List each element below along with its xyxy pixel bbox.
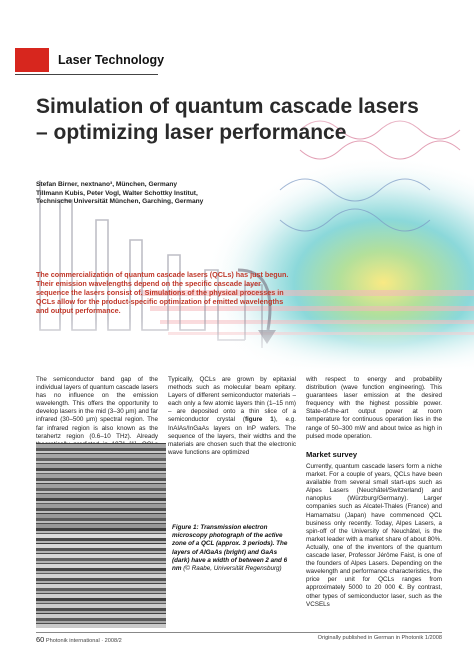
section-rule <box>15 74 158 75</box>
layer-stripe <box>36 444 166 448</box>
layer-stripe <box>36 584 166 588</box>
layer-stripe <box>36 463 166 464</box>
layer-stripe <box>36 451 166 453</box>
layer-stripe <box>36 618 166 621</box>
caption-label: Figure 1: <box>172 524 199 531</box>
layer-stripe <box>36 608 166 611</box>
page-number: 60 <box>36 635 45 644</box>
layer-stripe <box>36 498 166 501</box>
figure-caption <box>172 524 290 573</box>
layer-stripe <box>36 588 166 591</box>
layer-stripe <box>36 624 166 628</box>
layer-stripe <box>36 524 166 528</box>
layer-stripe <box>36 511 166 513</box>
layer-stripe <box>36 541 166 543</box>
layer-stripe <box>36 543 166 544</box>
abstract: The commercialization of quantum cascade lasers (QCLs) has just begun. Their emission wavelengths depend on the specific cascade layer sequence the lasers consist of. Simulations of the physical processes in QCLs allow for the product-specific optimization of emitted wavelengths and output performance. <box>36 270 289 316</box>
layer-stripe <box>36 488 166 491</box>
layer-stripe <box>36 484 166 488</box>
layer-stripe <box>36 573 166 574</box>
layer-stripe <box>36 501 166 503</box>
layer-stripe <box>36 598 166 601</box>
layer-stripe <box>36 554 166 558</box>
col2-text-a: Typically, QCLs are grown by epitaxial methods such as molecular beam epitaxy. Layers of different semiconductor materials – each only a few atomic layers thin (1–15 nm) – are deposited onto a thin slice of a semiconductor crystal ( <box>168 376 296 424</box>
layer-stripe <box>36 458 166 461</box>
layer-stripe <box>36 504 166 508</box>
layer-stripe <box>36 474 166 478</box>
layer-stripes <box>36 443 166 628</box>
layer-stripe <box>36 621 166 623</box>
layer-stripe <box>36 558 166 561</box>
author-line: Tillmann Kubis, Peter Vogl, Walter Schottky Institut, <box>36 189 198 197</box>
layer-stripe <box>36 508 166 511</box>
footer-left <box>36 635 122 644</box>
layer-stripe <box>36 538 166 541</box>
layer-stripe <box>36 518 166 521</box>
section-color-block <box>15 48 49 72</box>
article-title <box>36 94 456 146</box>
layer-stripe <box>36 604 166 608</box>
layer-stripe <box>36 544 166 548</box>
layer-stripe <box>36 581 166 583</box>
layer-stripe <box>36 603 166 604</box>
layer-stripe <box>36 563 166 564</box>
layer-stripe <box>36 481 166 483</box>
layer-stripe <box>36 528 166 531</box>
journal-name: Photonik international · 2008/2 <box>45 638 122 644</box>
layer-stripe <box>36 564 166 568</box>
body-column-1: The semiconductor band gap of the individual layers of quantum cascade lasers has no influence on the emission wavelength. This offers the opportunity to develop lasers in the mid (3–30 μm) and far infrared (30–500 μm) spectral region. The far infrared region is also known as the terahertz region (0.6–10 THz). Already <box>36 376 158 440</box>
layer-stripe <box>36 453 166 454</box>
body-column-3: with respect to energy and probability distribution (wave function engineering). This guarantees laser emission at the desired frequency with the highest possible power. State-of-the-art output power at room temperature for continuous operation lies in the range of 50–300 mW and about twice as high in pulsed mode operation. <box>306 376 442 440</box>
layer-stripe <box>36 513 166 514</box>
layer-stripe <box>36 534 166 538</box>
section-label: Laser Technology <box>58 53 165 67</box>
layer-stripe <box>36 521 166 523</box>
layer-stripe <box>36 571 166 573</box>
layer-stripe <box>36 523 166 524</box>
footer-note: Originally published in German in Photonik 1/2008 <box>317 635 442 641</box>
caption-credit: (© Raabe, Universität Regensburg) <box>183 565 282 573</box>
layer-stripe <box>36 454 166 458</box>
layer-stripe <box>36 473 166 474</box>
layer-stripe <box>36 623 166 624</box>
layer-stripe <box>36 483 166 484</box>
layer-stripe <box>36 464 166 468</box>
layer-stripe <box>36 568 166 571</box>
tem-micrograph <box>36 443 166 628</box>
layer-stripe <box>36 611 166 613</box>
layer-stripe <box>36 461 166 463</box>
market-survey-text: Currently, quantum cascade lasers form a niche market. For a couple of years, QCLs have been available from several small start-ups such as Alpes Lasers (Neuchâtel/Switzerland) and nanoplus (Würzburg/Germany). Larger companies such as Alcatel-Thales (France) and Hamamatsu (Japan) have commenced QCL business only recently. Today, Alpes Lasers, a spin-off of the University of Neuchâtel, is the market leader with a market share of about 80%. Actually, one of the inventors of the quantum cascade laser, Professor Jérôme Faist, is one of the founders of Alpes Lasers. Depending on the wavelength and performance characteristics, the price per unit for QCLs ranges from approximately 5000 to 20 000 €. By contrast, other types of semiconductor laser, such as the VCSELs <box>306 463 442 608</box>
author-block <box>36 181 296 207</box>
layer-stripe <box>36 591 166 593</box>
figure-reference: figure 1 <box>244 416 274 424</box>
layer-stripe <box>36 601 166 603</box>
layer-stripe <box>36 491 166 493</box>
layer-stripe <box>36 613 166 614</box>
layer-stripe <box>36 448 166 451</box>
layer-stripe <box>36 553 166 554</box>
author-line: Technische Universität München, Garching, Germany <box>36 198 204 206</box>
layer-stripe <box>36 551 166 553</box>
layer-stripe <box>36 533 166 534</box>
body-column-2 <box>168 376 296 457</box>
layer-stripe <box>36 594 166 598</box>
layer-stripe <box>36 478 166 481</box>
layer-stripe <box>36 531 166 533</box>
layer-stripe <box>36 583 166 584</box>
layer-stripe <box>36 593 166 594</box>
col2-text-b: ), e.g. InAlAs/InGaAs layers on InP wafers. The sequence of the layers, their widths and the materials are chosen such that the electronic wave functions are optimized <box>168 416 296 456</box>
caption-text: Transmission electron microscopy photograph of the active zone of a QCL (approx. 3 periods). The layers of AlGaAs (bright) and GaAs (dark) have a width of between 2 and 6 nm <box>172 524 288 573</box>
title-line-2: – optimizing laser performance <box>36 121 347 144</box>
footer-rule <box>36 632 442 633</box>
layer-stripe <box>36 574 166 578</box>
author-line: Stefan Birner, nextnano³, München, Germany <box>36 181 178 188</box>
layer-stripe <box>36 503 166 504</box>
layer-stripe <box>36 578 166 581</box>
layer-stripe <box>36 514 166 518</box>
layer-stripe <box>36 561 166 563</box>
market-survey-heading: Market survey <box>306 450 358 459</box>
layer-stripe <box>36 468 166 471</box>
layer-stripe <box>36 443 166 444</box>
layer-stripe <box>36 493 166 494</box>
layer-stripe <box>36 548 166 551</box>
layer-stripe <box>36 614 166 618</box>
title-line-1: Simulation of quantum cascade lasers <box>36 95 419 118</box>
layer-stripe <box>36 494 166 498</box>
layer-stripe <box>36 471 166 473</box>
